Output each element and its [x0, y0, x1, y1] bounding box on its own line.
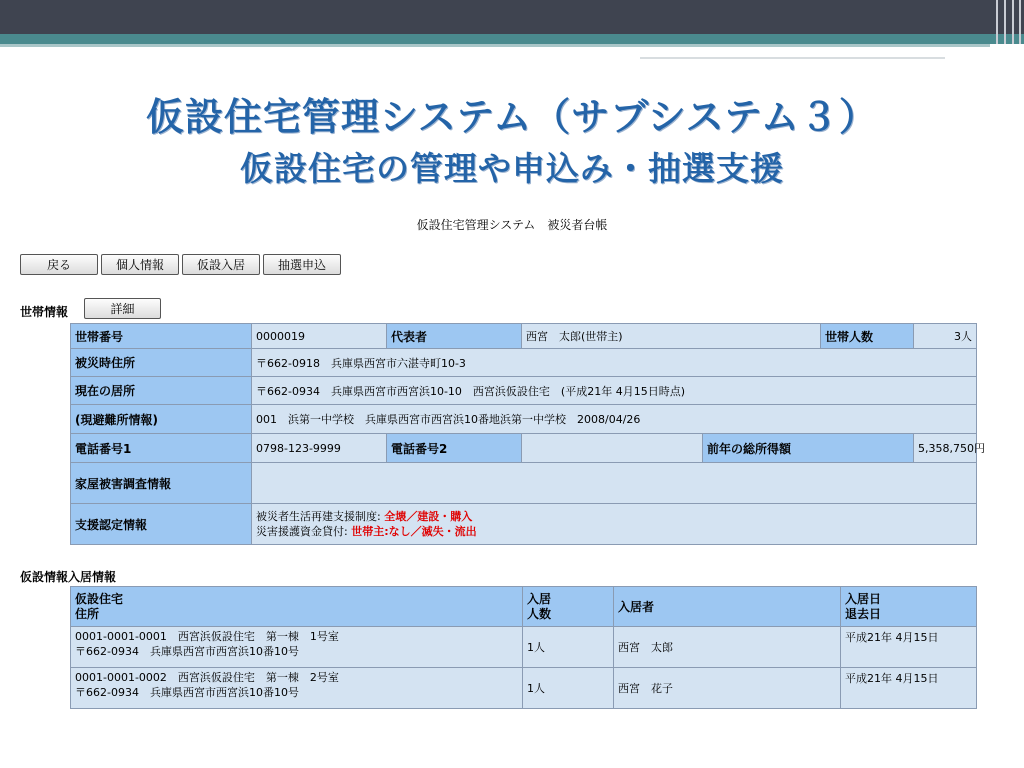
date-header: [841, 587, 977, 627]
slide-stripe: [996, 0, 998, 44]
detail-button[interactable]: 詳細: [84, 298, 161, 319]
household-table: [70, 323, 986, 545]
disaster-address-label: 被災時住所: [71, 349, 252, 377]
household-number-label: 世帯番号: [71, 324, 252, 349]
phone1-label: 電話番号1: [71, 434, 252, 463]
unit-header-line2: 住所: [75, 606, 100, 621]
slide-stripe: [1019, 0, 1021, 44]
slide-accent-line: [640, 57, 945, 59]
count-header-line2: 人数: [527, 606, 552, 621]
current-address-label: 現在の居所: [71, 377, 252, 405]
damage-survey-value: [252, 463, 977, 504]
phone2-label: 電話番号2: [387, 434, 522, 463]
button-bar: [20, 254, 341, 275]
slide-top-band: [0, 0, 1024, 34]
date-cell: 平成21年 4月15日: [841, 668, 977, 709]
support-line1-value: 全壊／建設・購入: [384, 510, 473, 523]
date-cell: 平成21年 4月15日: [841, 627, 977, 668]
household-section-label: 世帯情報: [20, 305, 69, 319]
support-line2-prefix: 災害援護資金貸付:: [256, 525, 348, 538]
phone2-value: [522, 434, 703, 463]
table-row: [71, 324, 977, 349]
table-row: [71, 434, 977, 463]
resident-header: 入居者: [614, 587, 841, 627]
unit-address: 〒662-0934 兵庫県西宮市西宮浜10番10号: [75, 645, 299, 658]
unit-header: [71, 587, 523, 627]
table-row: [71, 504, 977, 545]
table-row: [71, 627, 977, 668]
date-header-line2: 退去日: [845, 606, 882, 621]
representative-value: 西宮 太郎(世帯主): [522, 324, 821, 349]
support-certification-label: 支援認定情報: [71, 504, 252, 545]
table-row: [71, 668, 977, 709]
income-value: 5,358,750円: [914, 434, 977, 463]
personal-info-button[interactable]: 個人情報: [101, 254, 179, 275]
screen-heading: 仮設住宅管理システム 被災者台帳: [416, 218, 608, 232]
table-row: [71, 405, 977, 434]
table-row: [71, 349, 977, 377]
damage-survey-label: 家屋被害調査情報: [71, 463, 252, 504]
count-header-line1: 入居: [527, 591, 552, 606]
slide-teal-band: [0, 34, 1024, 44]
table-row: [71, 377, 977, 405]
unit-cell: [71, 627, 523, 668]
slide-subtitle: 仮設住宅の管理や申込み・抽選支援: [240, 149, 784, 188]
unit-name: 0001-0001-0002 西宮浜仮設住宅 第一棟 2号室: [75, 671, 339, 684]
resident-cell: 西宮 花子: [614, 668, 841, 709]
lottery-application-button[interactable]: 抽選申込: [263, 254, 341, 275]
housing-section-label: 仮設情報入居情報: [20, 570, 117, 584]
table-row: [71, 463, 977, 504]
date-header-line1: 入居日: [845, 591, 882, 606]
slide-stripe: [1004, 0, 1006, 44]
income-label: 前年の総所得額: [703, 434, 914, 463]
support-certification-value: [252, 504, 977, 545]
back-button[interactable]: 戻る: [20, 254, 98, 275]
evacuation-value: 001 浜第一中学校 兵庫県西宮市西宮浜10番地浜第一中学校 2008/04/26: [252, 405, 977, 434]
unit-cell: [71, 668, 523, 709]
slide-title: 仮設住宅管理システム（サブシステム３）: [146, 95, 878, 139]
support-line2-value: 世帯主:なし／滅失・流出: [351, 525, 477, 538]
temp-move-in-button[interactable]: 仮設入居: [182, 254, 260, 275]
count-header: [523, 587, 614, 627]
evacuation-label: (現避難所情報): [71, 405, 252, 434]
representative-label: 代表者: [387, 324, 522, 349]
slide-stripe: [1012, 0, 1014, 44]
members-value: 3人: [914, 324, 977, 349]
unit-name: 0001-0001-0001 西宮浜仮設住宅 第一棟 1号室: [75, 630, 339, 643]
disaster-address-value: 〒662-0918 兵庫県西宮市六湛寺町10-3: [252, 349, 977, 377]
support-line1-prefix: 被災者生活再建支援制度:: [256, 510, 381, 523]
table-header-row: [71, 587, 977, 627]
count-cell: 1人: [523, 627, 614, 668]
unit-address: 〒662-0934 兵庫県西宮市西宮浜10番10号: [75, 686, 299, 699]
housing-table: [70, 586, 977, 709]
slide-rule: [0, 44, 990, 47]
resident-cell: 西宮 太郎: [614, 627, 841, 668]
phone1-value: 0798-123-9999: [252, 434, 387, 463]
household-number-value: 0000019: [252, 324, 387, 349]
current-address-value: 〒662-0934 兵庫県西宮市西宮浜10-10 西宮浜仮設住宅 (平成21年 4月15日時点): [252, 377, 977, 405]
count-cell: 1人: [523, 668, 614, 709]
unit-header-line1: 仮設住宅: [75, 591, 124, 606]
members-label: 世帯人数: [821, 324, 914, 349]
